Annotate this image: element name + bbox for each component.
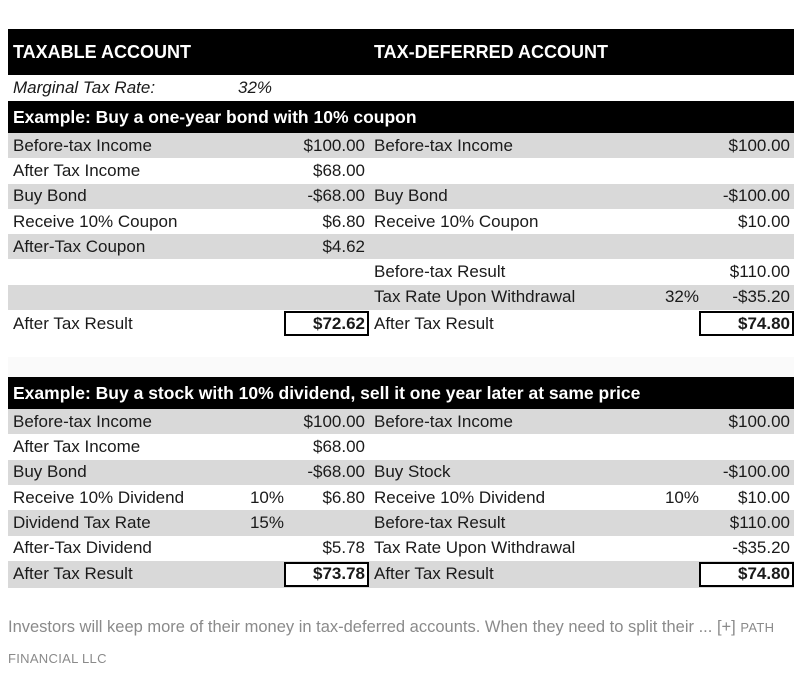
taxable-label: Before-tax Income: [13, 411, 152, 431]
taxable-value: -$68.00: [307, 186, 365, 206]
deferred-value: -$100.00: [722, 186, 790, 206]
deferred-value: -$35.20: [732, 287, 790, 307]
deferred-result-label: After Tax Result: [374, 313, 494, 333]
deferred-value: $100.00: [728, 411, 790, 431]
taxable-label: Buy Bond: [13, 462, 87, 482]
taxable-result-value: $73.78: [284, 562, 369, 587]
taxable-label: Buy Bond: [13, 186, 87, 206]
example2-title-bar: [8, 377, 794, 409]
table-row: [8, 184, 794, 209]
taxable-value: $4.62: [322, 236, 365, 256]
taxable-value: $5.78: [322, 538, 365, 558]
example2-rows: [8, 409, 794, 588]
taxable-value: $6.80: [322, 211, 365, 231]
marginal-tax-rate-value: 32%: [238, 78, 273, 97]
table-row: [8, 460, 794, 485]
taxable-label: Receive 10% Coupon: [13, 211, 178, 231]
taxable-account-header: TAXABLE ACCOUNT: [13, 41, 191, 62]
table-row: [8, 158, 794, 183]
deferred-result-cell: [699, 561, 794, 588]
deferred-value: $110.00: [729, 262, 790, 282]
result-row: [8, 310, 794, 337]
deferred-result-value: $74.80: [699, 562, 794, 587]
image-caption: [8, 612, 788, 674]
deferred-value: [699, 434, 794, 459]
deferred-rate: 32%: [664, 287, 699, 307]
taxable-rate: 15%: [249, 512, 284, 532]
table-row: [8, 133, 794, 158]
taxable-value: $68.00: [313, 160, 365, 180]
table-row: [8, 209, 794, 234]
tax-comparison-table: [8, 29, 794, 588]
deferred-value: $10.00: [738, 487, 790, 507]
taxable-result-label: After Tax Result: [13, 313, 133, 333]
table-row: [8, 510, 794, 535]
table-row: [8, 485, 794, 510]
taxable-label: Receive 10% Dividend: [13, 487, 185, 507]
taxable-result-cell: [284, 561, 369, 588]
taxable-value: [284, 510, 369, 535]
deferred-result-label: After Tax Result: [374, 564, 494, 584]
table-row: [8, 409, 794, 434]
deferred-label: Before-tax Result: [374, 262, 506, 282]
section-spacer: [8, 357, 794, 377]
taxable-label: Dividend Tax Rate: [13, 512, 151, 532]
result-row: [8, 561, 794, 588]
table-row: [8, 434, 794, 459]
table-row: [8, 285, 794, 310]
deferred-label: Receive 10% Dividend: [374, 487, 546, 507]
deferred-result-value: $74.80: [699, 311, 794, 336]
taxable-value: [284, 259, 369, 284]
deferred-value: -$100.00: [722, 462, 790, 482]
deferred-value: -$35.20: [732, 538, 790, 558]
taxable-label: After-Tax Dividend: [13, 538, 152, 558]
taxable-result-cell: [284, 310, 369, 337]
deferred-label: Tax Rate Upon Withdrawal: [374, 538, 576, 558]
table-row: [8, 234, 794, 259]
tax-deferred-account-header: TAX-DEFERRED ACCOUNT: [374, 41, 608, 62]
taxable-value: $100.00: [303, 135, 365, 155]
deferred-label: Buy Stock: [374, 462, 451, 482]
taxable-value: $100.00: [303, 411, 365, 431]
taxable-value: $68.00: [313, 437, 365, 457]
taxable-value: [284, 285, 369, 310]
section-spacer: [8, 337, 794, 357]
taxable-value: $6.80: [322, 487, 365, 507]
example2-title: Example: Buy a stock with 10% dividend, sell it one year later at same price: [13, 382, 641, 403]
example1-rows: [8, 133, 794, 337]
taxable-label: After-Tax Coupon: [13, 236, 146, 256]
example1-title: Example: Buy a one-year bond with 10% coupon: [13, 106, 417, 127]
deferred-label: Buy Bond: [374, 186, 448, 206]
deferred-value: $100.00: [728, 135, 790, 155]
deferred-result-cell: [699, 310, 794, 337]
deferred-value: $110.00: [729, 512, 790, 532]
taxable-label: After Tax Income: [13, 160, 141, 180]
table-row: [8, 536, 794, 561]
account-header-bar: [8, 29, 794, 75]
deferred-value: [699, 234, 794, 259]
deferred-label: Before-tax Income: [374, 135, 513, 155]
deferred-label: Receive 10% Coupon: [374, 211, 539, 231]
deferred-rate: 10%: [664, 487, 699, 507]
photo-credit: PATH FINANCIAL LLC: [8, 620, 775, 666]
deferred-label: Tax Rate Upon Withdrawal: [374, 287, 576, 307]
marginal-tax-rate-label: Marginal Tax Rate:: [13, 78, 156, 97]
caption-text: Investors will keep more of their money in tax-deferred accounts. When they need to split their ...: [8, 618, 713, 636]
taxable-result-value: $72.62: [284, 311, 369, 336]
marginal-tax-rate-row: [8, 75, 794, 101]
taxable-value: -$68.00: [307, 462, 365, 482]
taxable-label: Before-tax Income: [13, 135, 152, 155]
example1-title-bar: [8, 101, 794, 133]
expand-caption-link[interactable]: [+]: [716, 618, 736, 636]
taxable-rate: 10%: [249, 487, 284, 507]
deferred-value: $10.00: [738, 211, 790, 231]
deferred-value: [699, 158, 794, 183]
table-row: [8, 259, 794, 284]
taxable-result-label: After Tax Result: [13, 564, 133, 584]
deferred-label: Before-tax Income: [374, 411, 513, 431]
deferred-label: Before-tax Result: [374, 512, 506, 532]
taxable-label: After Tax Income: [13, 437, 141, 457]
